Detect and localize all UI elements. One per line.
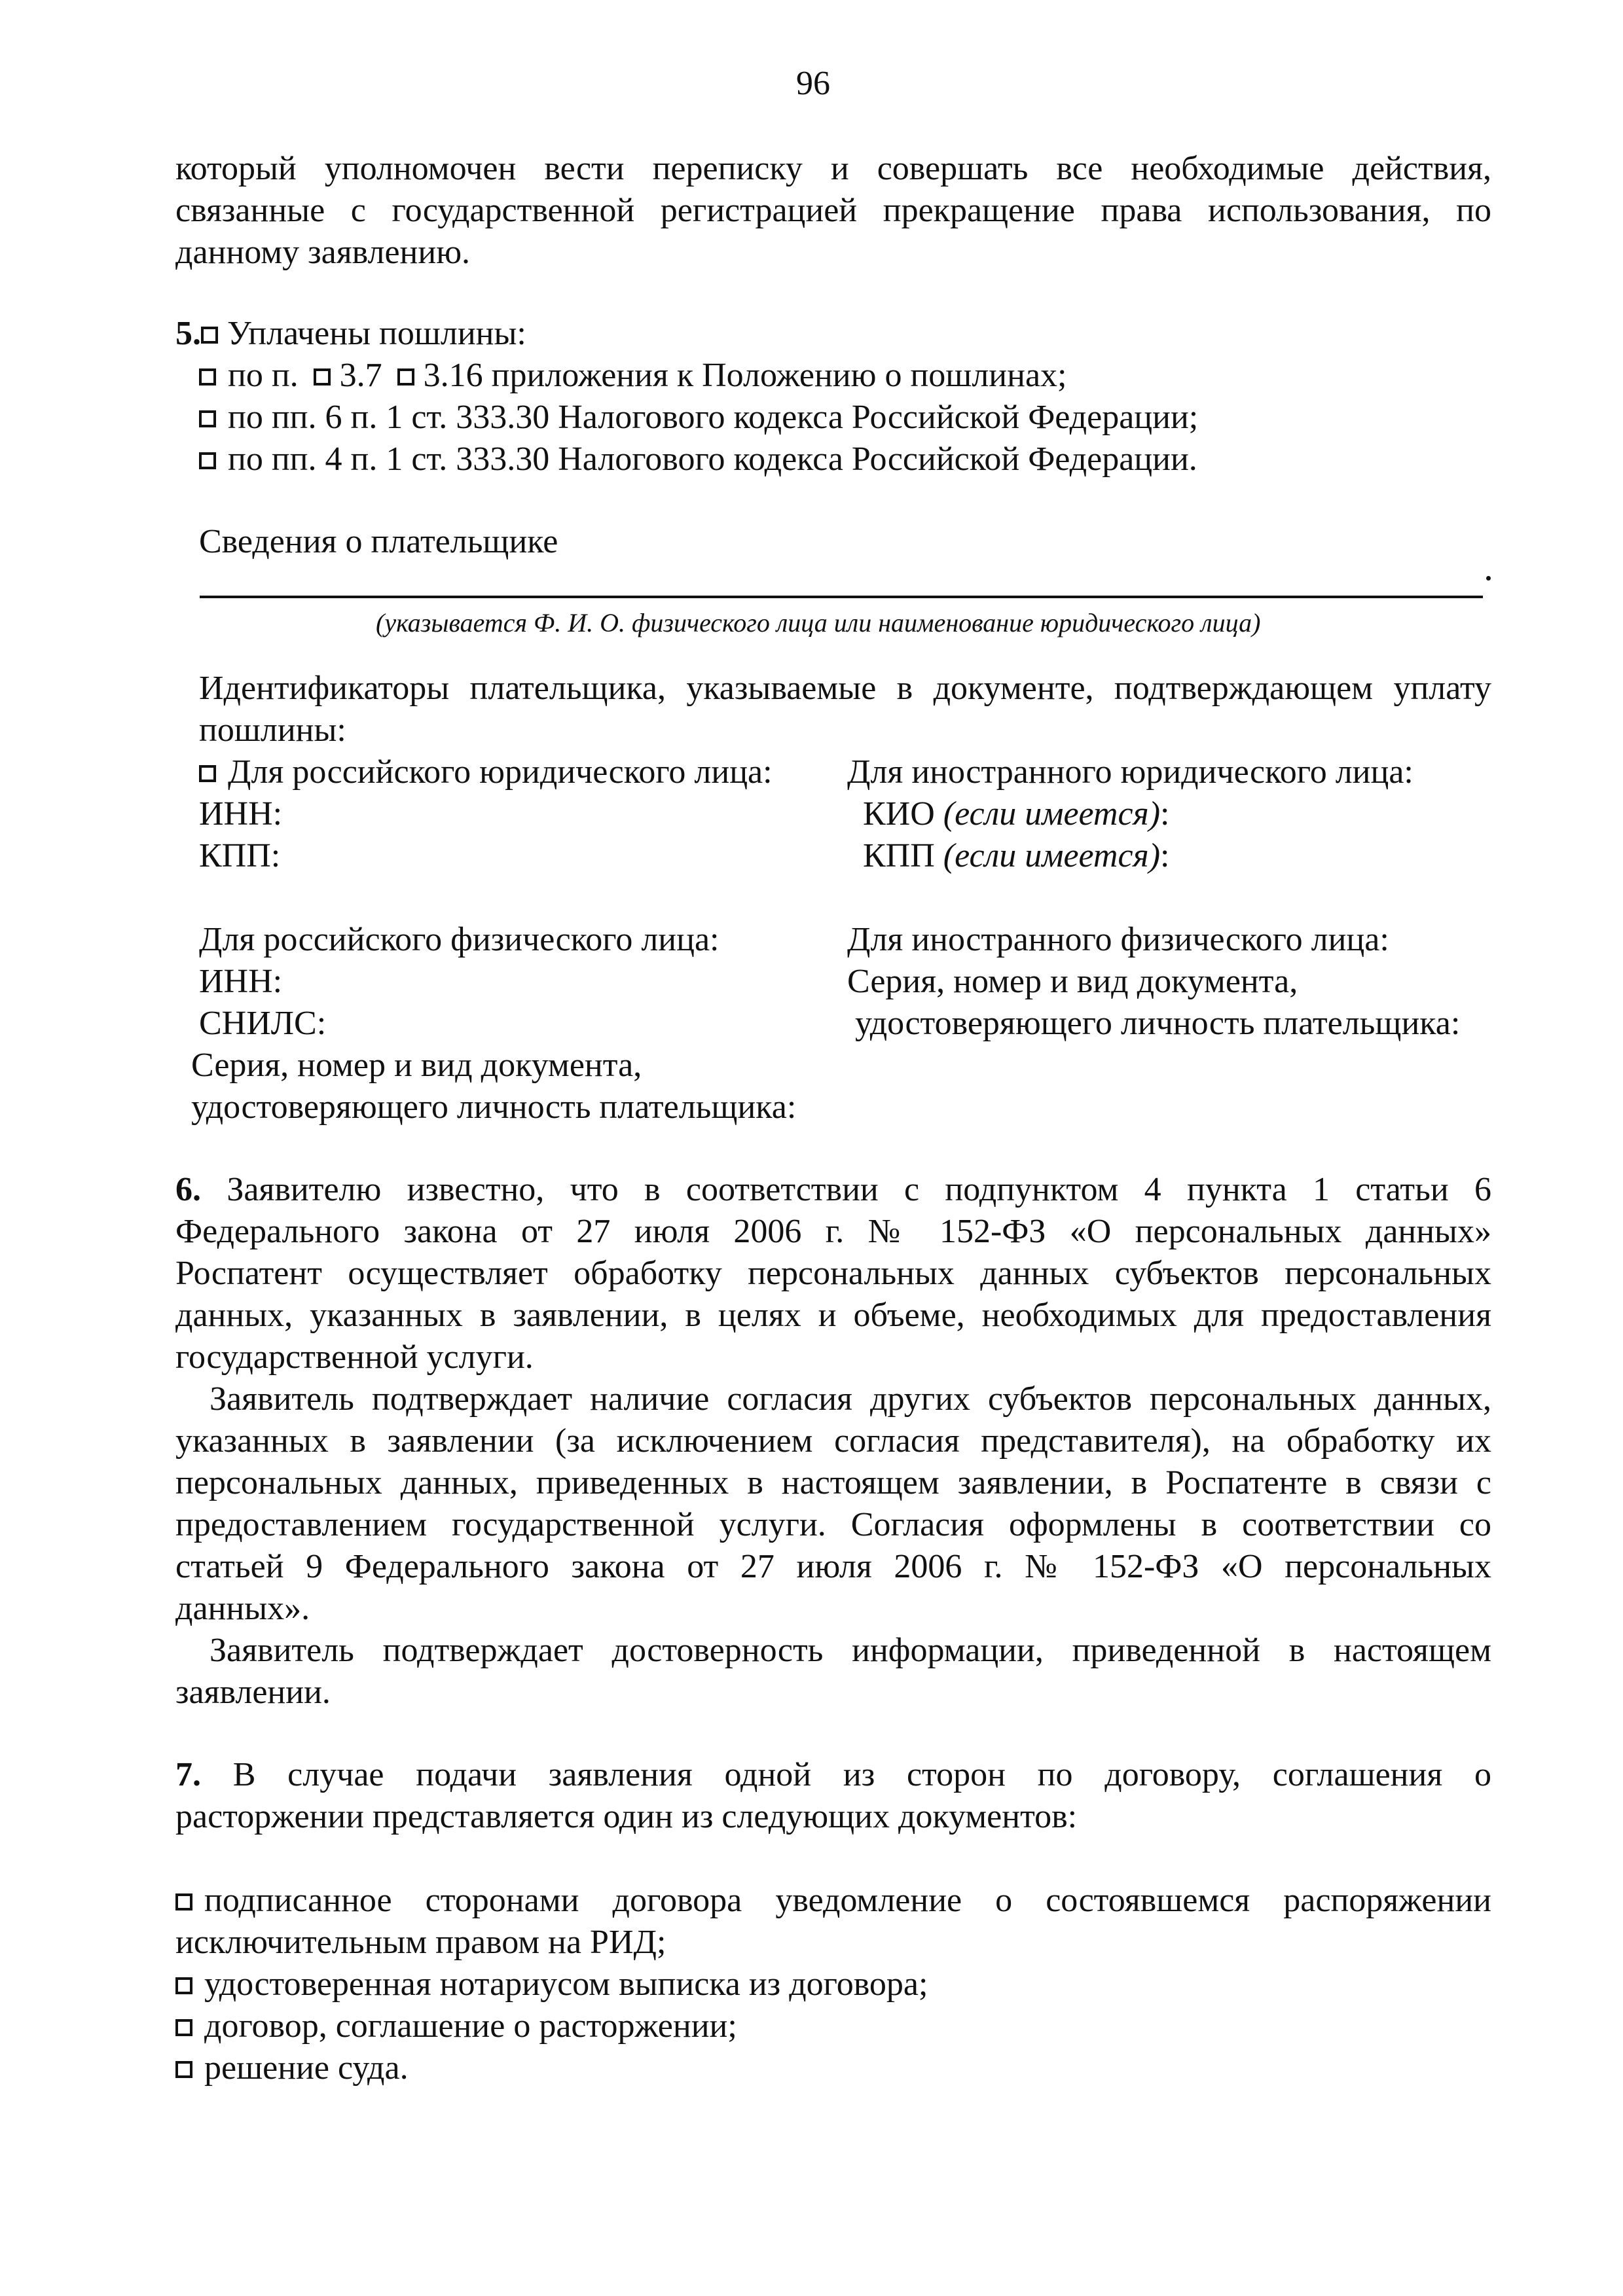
intro-line-2: связанные с государственной регистрацией прекращение права использования, по (175, 192, 1491, 229)
doc-option-2-checkbox[interactable] (175, 1977, 192, 1994)
ru-person-doc-line-1: Серия, номер и вид документа, (191, 1047, 642, 1084)
section6-p2-line-2: указанных в заявлении (за исключением согласия представителя), на обработку их (175, 1422, 1491, 1460)
foreign-person-label: Для иностранного физического лица: (847, 921, 1389, 958)
fee-option-2-checkbox[interactable] (199, 410, 216, 427)
payer-name-field[interactable] (200, 596, 1483, 598)
section7-p1-line-1-text: В случае подачи заявления одной из сторон по договору, соглашения о (232, 1756, 1492, 1793)
payer-ids-line-1: Идентификаторы плательщика, указываемые в документе, подтверждающем уплату (199, 670, 1491, 707)
section6-p1-line-2: Федерального закона от 27 июля 2006 г. № 152-ФЗ «О персональных данных» (175, 1213, 1491, 1250)
foreign-person-doc-line-1: Серия, номер и вид документа, (847, 963, 1298, 1000)
section6-number: 6. (175, 1171, 201, 1208)
foreign-legal-label: Для иностранного юридического лица: (847, 753, 1413, 791)
doc-option-1-line-1 (175, 1880, 1491, 1922)
ru-person-label: Для российского физического лица: (199, 921, 720, 958)
doc-option-4-text: решение суда. (204, 2049, 409, 2087)
payer-field-end-dot (1486, 576, 1491, 581)
ru-legal-text: Для российского юридического лица: (228, 753, 773, 791)
foreign-legal-kpp-label: КПП (863, 837, 935, 874)
doc-option-4-checkbox[interactable] (175, 2061, 192, 2078)
payer-caption: (указывается Ф. И. О. физического лица или наименование юридического лица) (376, 608, 1261, 637)
foreign-legal-kpp-note: (если имеется) (943, 837, 1161, 874)
ru-legal-inn: ИНН: (199, 795, 283, 833)
foreign-legal-kio-note: (если имеется) (943, 795, 1161, 833)
section6-p1-line-4: данных, указанных в заявлении, в целях и объеме, необходимых для предоставления (175, 1297, 1491, 1334)
payer-heading: Сведения о плательщике (199, 523, 558, 560)
fee-option-3-text: по пп. 4 п. 1 ст. 333.30 Налогового кодекса Российской Федерации. (228, 440, 1197, 478)
doc-option-1-text: подписанное сторонами договора уведомление о состоявшемся распоряжении (204, 1882, 1491, 1919)
intro-line-3: данному заявлению. (175, 234, 471, 271)
section6-p1-line-1-text: Заявителю известно, что в соответствии с подпунктом 4 пункта 1 статьи 6 (227, 1171, 1491, 1208)
ru-person-doc-line-2: удостоверяющего личность плательщика: (191, 1088, 797, 1126)
payer-ids-line-2: пошлины: (199, 711, 346, 749)
fee-option-1-text-c: 3.16 приложения к Положению о пошлинах; (423, 357, 1067, 394)
section7-p1-line-2: расторжении представляется один из следующих документов: (175, 1798, 1078, 1835)
fee-option-2-text: по пп. 6 п. 1 ст. 333.30 Налогового кодекса Российской Федерации; (228, 399, 1199, 436)
section7-number: 7. (175, 1756, 201, 1793)
fee-option-1-text-b: 3.7 (339, 357, 382, 394)
ru-legal-label (199, 751, 773, 793)
doc-option-1-checkbox[interactable] (175, 1893, 192, 1910)
section5-heading (175, 313, 526, 355)
fee-option-3-checkbox[interactable] (199, 452, 216, 469)
section7-p1-line-1 (175, 1754, 1491, 1796)
fee-option-1 (199, 355, 1067, 397)
fee-option-3-16-checkbox[interactable] (397, 368, 414, 386)
doc-option-4 (175, 2047, 409, 2089)
ru-person-inn: ИНН: (199, 963, 283, 1000)
doc-option-3-text: договор, соглашение о расторжении; (204, 2007, 737, 2045)
section6-p3-line-2: заявлении. (175, 1674, 331, 1711)
page-number: 96 (796, 65, 830, 102)
doc-option-3-checkbox[interactable] (175, 2019, 192, 2036)
section6-p1-line-1 (175, 1169, 1491, 1211)
section6-p2-line-6: данных». (175, 1590, 310, 1627)
section6-p2-line-1: Заявитель подтверждает наличие согласия других субъектов персональных данных, (210, 1380, 1491, 1418)
foreign-legal-kpp: КПП (если имеется): (863, 837, 1170, 874)
doc-option-2-text: удостоверенная нотариусом выписка из договора; (204, 1965, 928, 2003)
section6-p2-line-5: статьей 9 Федерального закона от 27 июля 2006 г. № 152-ФЗ «О персональных (175, 1548, 1491, 1585)
doc-option-1-line-2: исключительным правом на РИД; (175, 1924, 666, 1961)
section5-title: Уплачены пошлины: (227, 315, 526, 352)
fee-option-2 (199, 397, 1198, 439)
doc-option-3 (175, 2005, 737, 2047)
section6-p1-line-5: государственной услуги. (175, 1338, 534, 1376)
intro-line-1: который уполномочен вести переписку и совершать все необходимые действия, (175, 150, 1491, 187)
doc-option-2 (175, 1964, 928, 2005)
foreign-legal-kio: КИО (если имеется): (863, 795, 1170, 833)
section6-p2-line-4: предоставлением государственной услуги. Согласия оформлены в соответствии со (175, 1506, 1491, 1543)
fee-option-1-text-a: по п. (228, 357, 299, 394)
section6-p1-line-3: Роспатент осуществляет обработку персональных данных субъектов персональных (175, 1255, 1491, 1292)
fee-option-3 (199, 439, 1197, 480)
section6-p3-line-1: Заявитель подтверждает достоверность информации, приведенной в настоящем (210, 1632, 1491, 1669)
section5-checkbox[interactable] (201, 327, 218, 344)
foreign-person-doc-line-2: удостоверяющего личность плательщика: (855, 1005, 1461, 1042)
foreign-legal-kio-label: КИО (863, 795, 935, 833)
ru-legal-checkbox[interactable] (199, 765, 216, 782)
fee-option-3-7-checkbox[interactable] (314, 368, 331, 386)
fee-option-1-checkbox[interactable] (199, 368, 216, 386)
section6-p2-line-3: персональных данных, приведенных в настоящем заявлении, в Роспатенте в связи с (175, 1464, 1491, 1501)
ru-person-snils: СНИЛС: (199, 1005, 327, 1042)
section5-number: 5. (175, 315, 201, 352)
ru-legal-kpp: КПП: (199, 837, 281, 874)
